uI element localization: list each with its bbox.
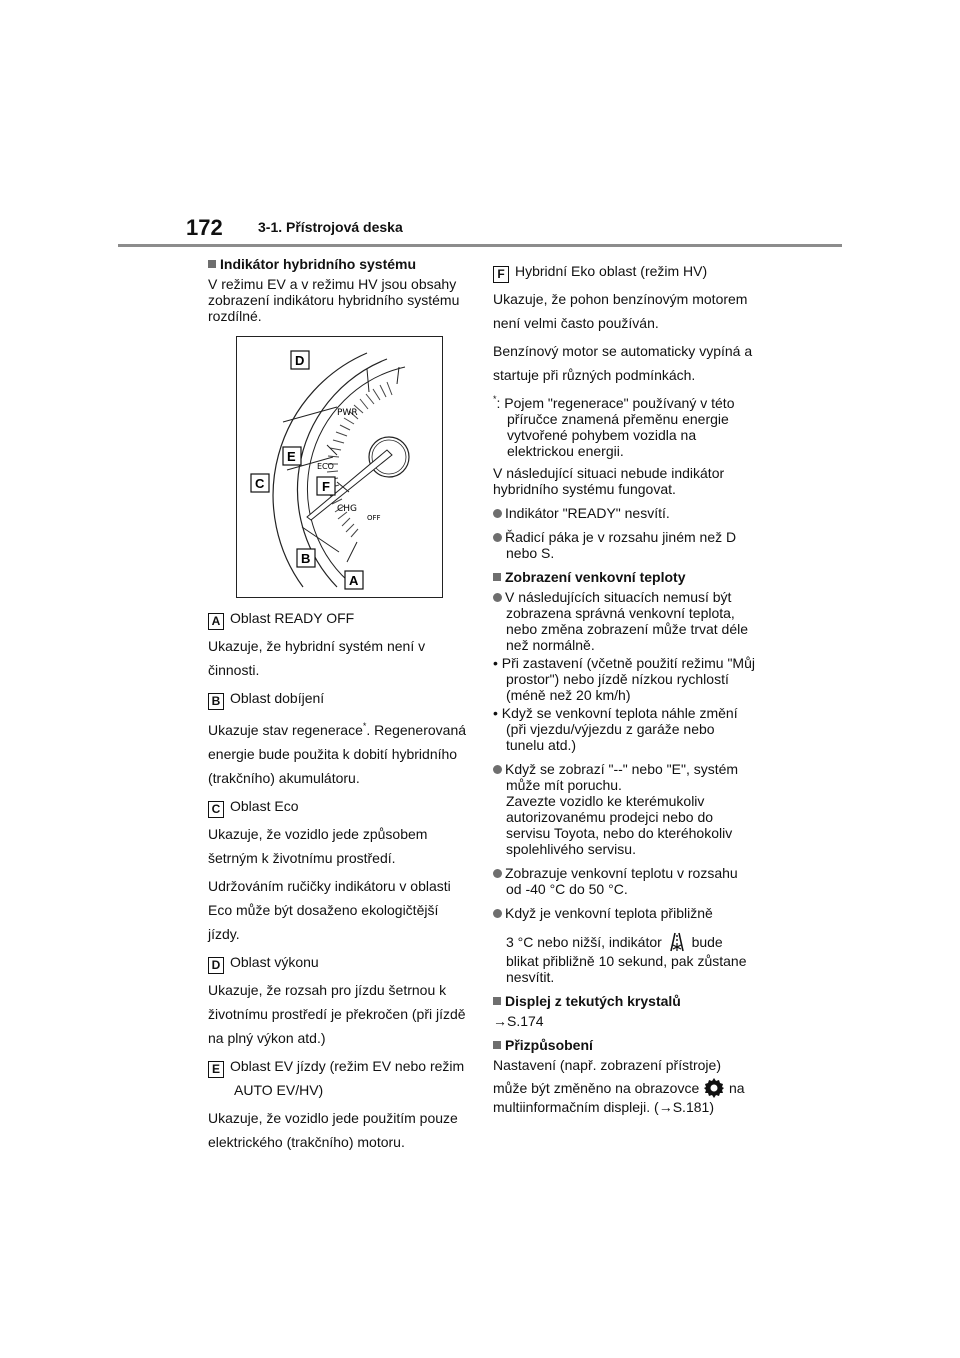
round-bullet-icon [493,593,502,602]
not-working-item-2: Řadicí páka je v rozsahu jiném než D nebo S. [493,529,755,561]
item-f-desc: Ukazuje, že pohon benzínovým motorem není velmi často používán. [493,291,748,331]
item-d-title: D Oblast výkonu [208,950,470,974]
item-c-desc: Ukazuje, že vozidlo jede způsobem šetrným k životnímu prostředí. [208,826,428,866]
item-d-desc: Ukazuje, že rozsah pro jízdu šetrnou k životnímu prostředí je překročen (při jízdě na plný výkon atd.) [208,982,466,1046]
square-bullet-icon [493,1041,501,1049]
temp-bullet-2: Když se zobrazí "--" nebo "E", systém může mít poruchu. Zavezte vozidlo ke kterémukoliv autorizovanému prodejci nebo do servisu Toyota, nebo do kteréhokoliv spolehlivého servisu. [493,761,755,857]
section-title: 3-1. Přístrojová deska [258,219,403,235]
custom-text-2: může být změněno na obrazovce na multiinformačním displeji. (→S.181) [493,1077,755,1115]
round-bullet-icon [493,909,502,918]
item-b-desc: Ukazuje stav regenerace*. Regenerovaná energie bude použita k dobití hybridního (trakčního) akumulátoru. [208,721,467,786]
custom-ref-link[interactable]: S.181 [672,1099,710,1115]
gear-icon [703,1077,725,1099]
gauge-pwr-text: PWR [337,408,358,418]
round-bullet-icon [493,765,502,774]
item-f-desc2: Benzínový motor se automaticky vypíná a startuje při různých podmínkách. [493,343,753,383]
gauge-off-text: OFF [367,514,381,522]
temp-bullet-1: V následujících situacích nemusí být zobrazena správná venkovní teplota, nebo změna zobrazení může trvat déle než normálně. [493,589,755,653]
round-bullet-icon [493,533,502,542]
footnote: *: Pojem "regenerace" používaný v této příručce znamená přeměnu energie vytvořené pohybem vozidla na elektrickou energii. [493,394,735,459]
item-c-desc2: Udržováním ručičky indikátoru v oblasti Eco může být dosaženo ekologičtější jízdy. [208,878,451,942]
figure-label-b: B [301,551,311,566]
round-bullet-icon [493,869,502,878]
custom-text-1: Nastavení (např. zobrazení přístroje) [493,1057,721,1073]
heading-lcd: Displej z tekutých krystalů [493,993,755,1009]
figure-label-a: A [349,573,359,588]
square-bullet-icon [493,997,501,1005]
item-e-desc: Ukazuje, že vozidlo jede použitím pouze elektrického (trakčního) motoru. [208,1110,458,1150]
item-c-title: C Oblast Eco [208,794,470,818]
temp-sub-2: • Když se venkovní teplota náhle změní (při vjezdu/výjezdu z garáže nebo tunelu atd.) [493,705,738,753]
not-working-intro: V následující situaci nebude indikátor hybridního systému fungovat. [493,465,725,497]
road-ice-warning-icon [666,929,688,953]
lcd-ref[interactable]: →S.174 [493,1013,544,1029]
temp-bullet-3: Zobrazuje venkovní teplotu v rozsahu od -40 °C do 50 °C. [493,865,755,897]
right-column [493,259,755,1123]
item-a-desc: Ukazuje, že hybridní systém není v činnosti. [208,638,426,678]
item-e-title: E Oblast EV jízdy (režim EV nebo režim AUTO EV/HV) [208,1054,470,1102]
heading-custom: Přizpůsobení [493,1037,755,1053]
intro-text: V režimu EV a v režimu HV jsou obsahy zobrazení indikátoru hybridního systému rozdílné. [208,276,460,324]
gauge-figure [236,336,443,598]
left-column [208,256,470,1158]
item-a-title: A Oblast READY OFF [208,606,470,630]
temp-bullet-4: Když je venkovní teplota přibližně [493,905,755,921]
item-f-title: F Hybridní Eko oblast (režim HV) [493,259,755,283]
temp-bullet-4-cont: 3 °C nebo nižší, indikátor bude blikat přibližně 10 sekund, pak zůstane nesvítit. [493,929,755,985]
temp-sub-1: • Při zastavení (včetně použití režimu "Můj prostor") nebo jízdě nízkou rychlostí (méně než 20 km/h) [493,655,755,703]
figure-label-c: C [255,476,265,491]
heading-hybrid-indicator: Indikátor hybridního systému [208,256,470,272]
gauge-eco-text: ECO [317,462,334,471]
page-number: 172 [186,215,223,240]
gauge-illustration [237,337,442,597]
figure-label-f: F [322,479,330,494]
item-b-title: B Oblast dobíjení [208,686,470,710]
figure-label-d: D [295,353,305,368]
not-working-item-1: Indikátor "READY" nesvítí. [493,505,755,521]
square-bullet-icon [493,573,501,581]
figure-label-e: E [287,449,296,464]
heading-outside-temp: Zobrazení venkovní teploty [493,569,755,585]
round-bullet-icon [493,509,502,518]
square-bullet-icon [208,260,216,268]
header-rule [118,244,842,247]
gauge-chg-text: CHG [337,504,358,514]
